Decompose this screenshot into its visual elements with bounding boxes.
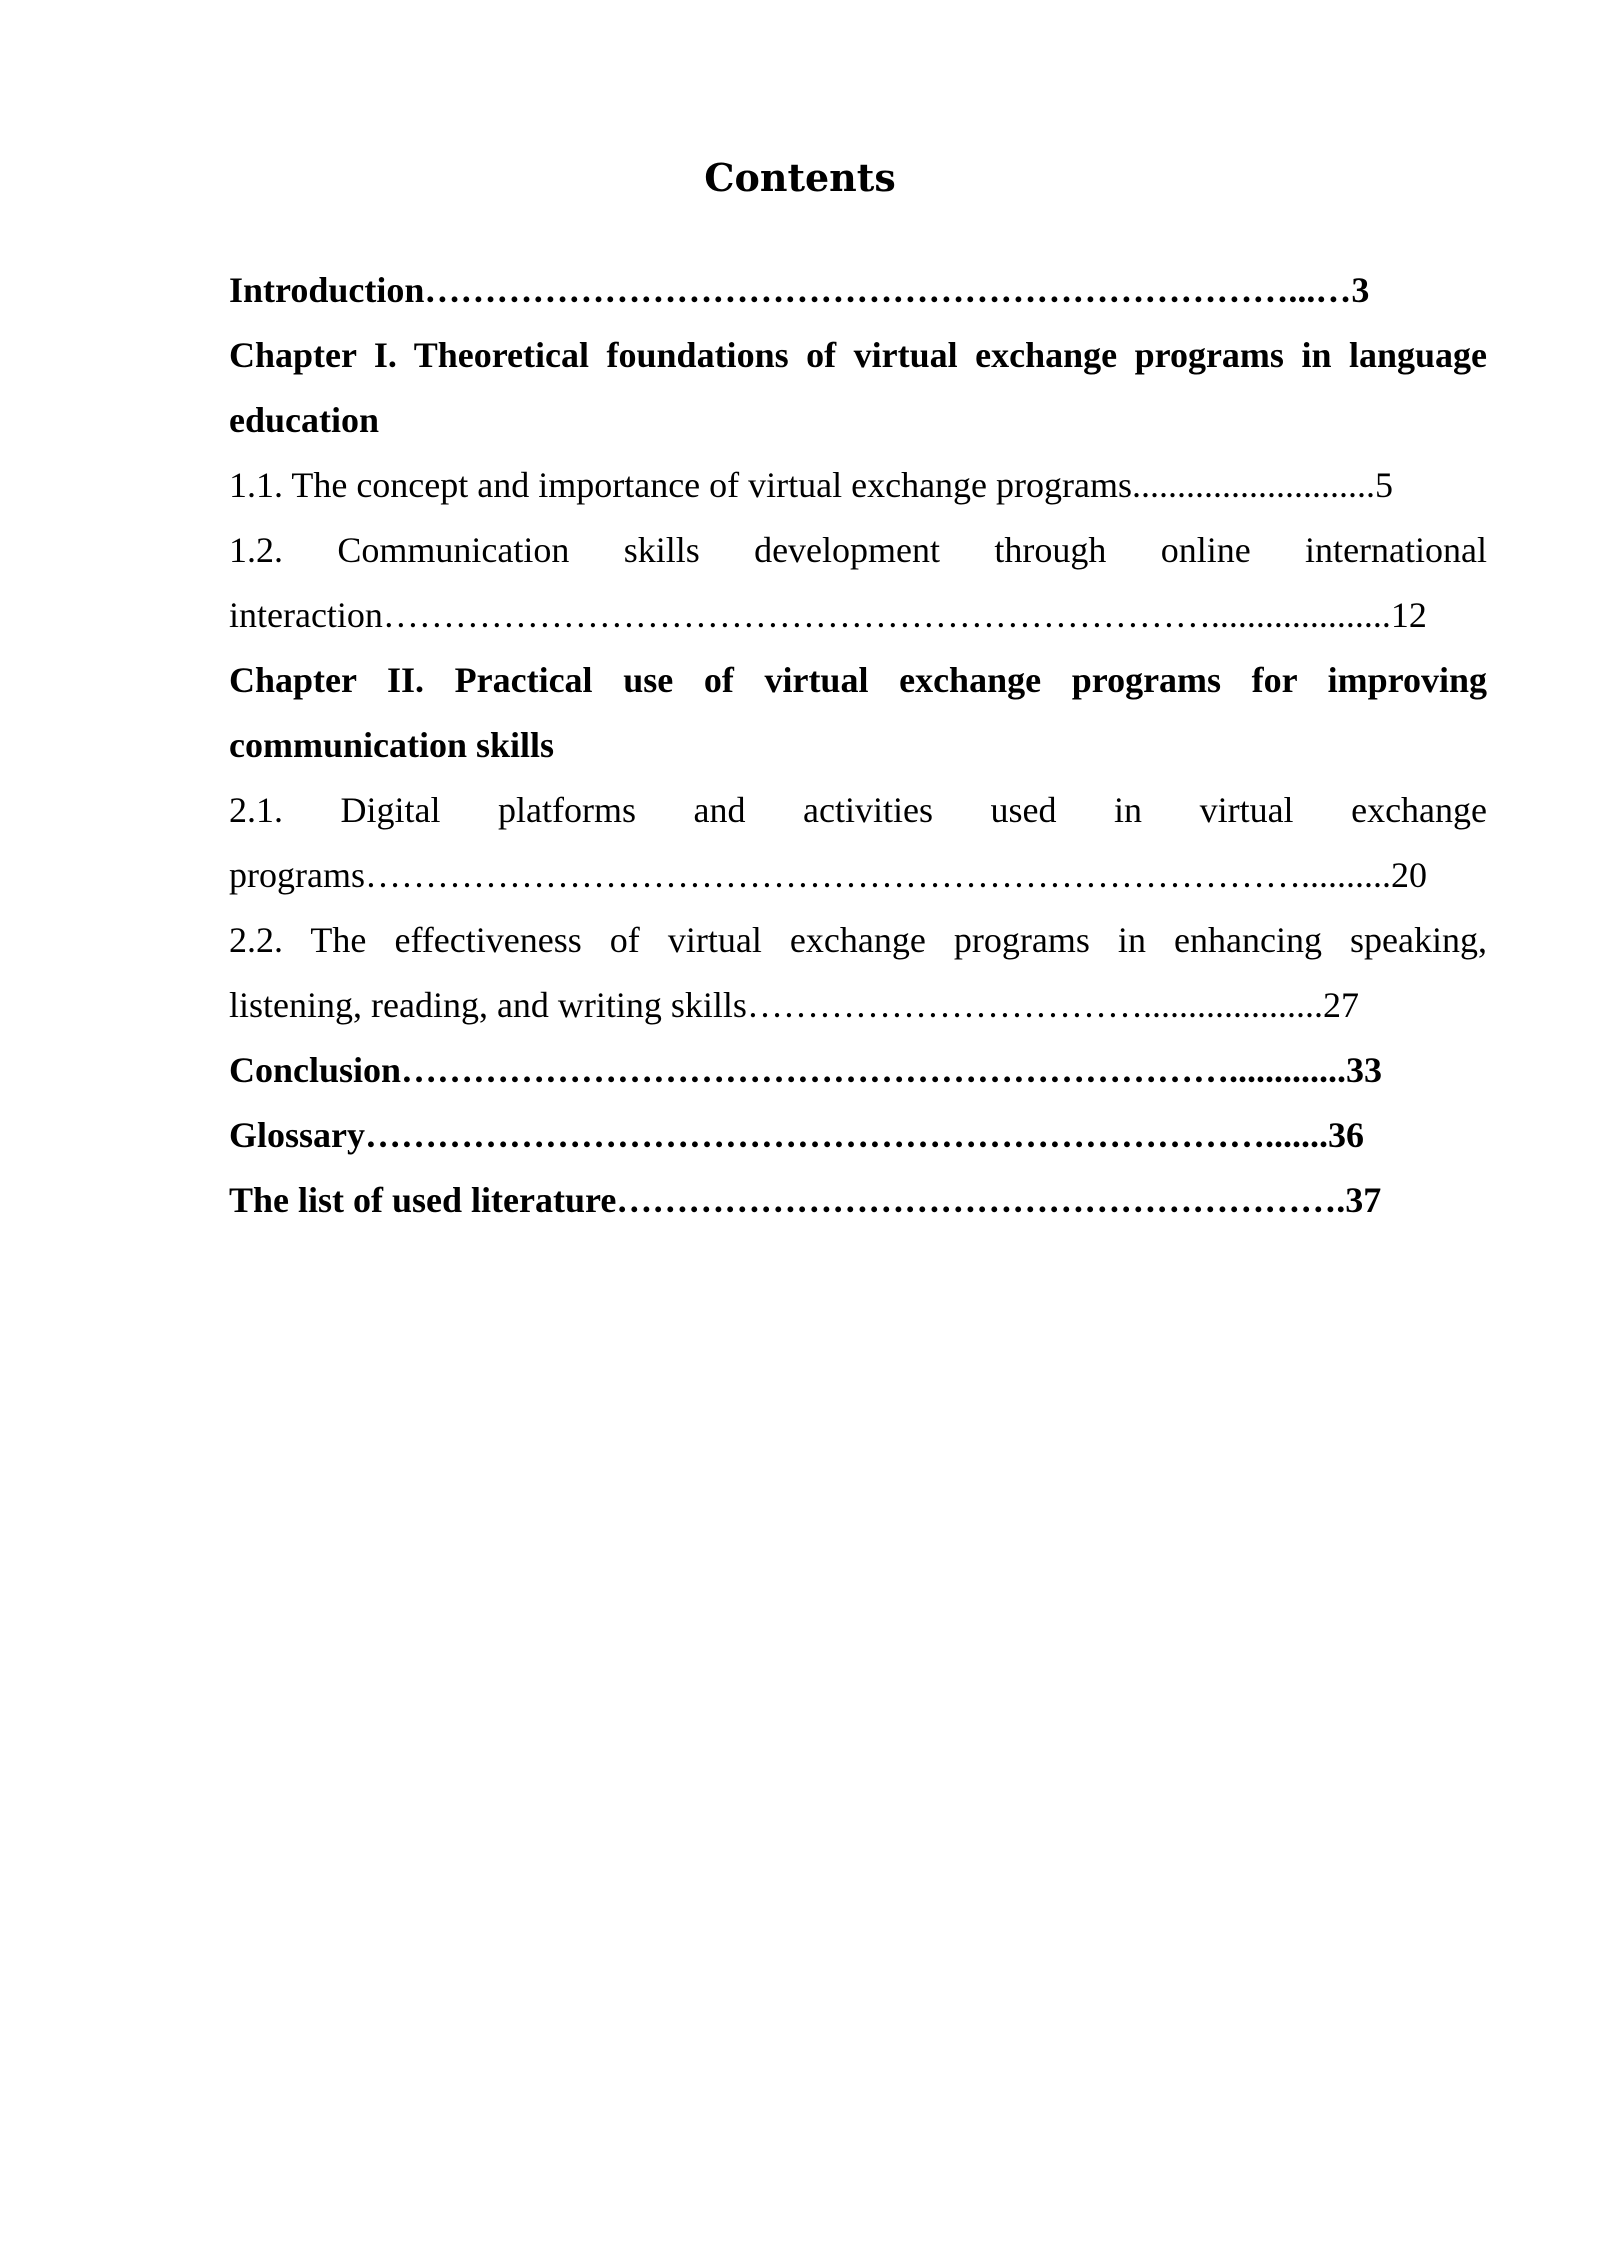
toc-entry-chapter-2-heading-cont[interactable]: communication skills <box>229 725 555 765</box>
toc-entry-2-2-cont[interactable]: listening, reading, and writing skills……………………………....................27 <box>229 985 1359 1025</box>
toc-entry-chapter-1-heading-cont[interactable]: education <box>229 400 380 440</box>
toc-entry-conclusion[interactable]: Conclusion…………………………………………………………….............33 <box>229 1050 1383 1090</box>
toc-entry-1-2[interactable]: 1.2. Communication skills development through online international <box>229 530 1487 570</box>
toc-entry-glossary[interactable]: Glossary………………………………………………………………….......36 <box>229 1115 1365 1155</box>
toc-entry-chapter-2-heading[interactable]: Chapter II. Practical use of virtual exchange programs for improving <box>229 660 1487 700</box>
toc-entry-2-2[interactable]: 2.2. The effectiveness of virtual exchange programs in enhancing speaking, <box>229 920 1487 960</box>
toc-entry-2-1[interactable]: 2.1. Digital platforms and activities used in virtual exchange <box>229 790 1487 830</box>
table-of-contents <box>229 258 1487 1233</box>
toc-entry-1-2-cont[interactable]: interaction……………………………………………………………....................12 <box>229 595 1427 635</box>
toc-entry-2-1-cont[interactable]: programs……………………………………………………………………..........20 <box>229 855 1427 895</box>
toc-entry-1-1[interactable]: 1.1. The concept and importance of virtual exchange programs...........................5 <box>229 465 1394 505</box>
toc-entry-chapter-1-heading[interactable]: Chapter I. Theoretical foundations of virtual exchange programs in language <box>229 335 1487 375</box>
toc-entry-literature[interactable]: The list of used literature…………………………………………………….37 <box>229 1180 1382 1220</box>
toc-entry-introduction[interactable]: Introduction………………………………………………………………...…3 <box>229 270 1370 310</box>
page-title: Contents <box>704 155 896 200</box>
